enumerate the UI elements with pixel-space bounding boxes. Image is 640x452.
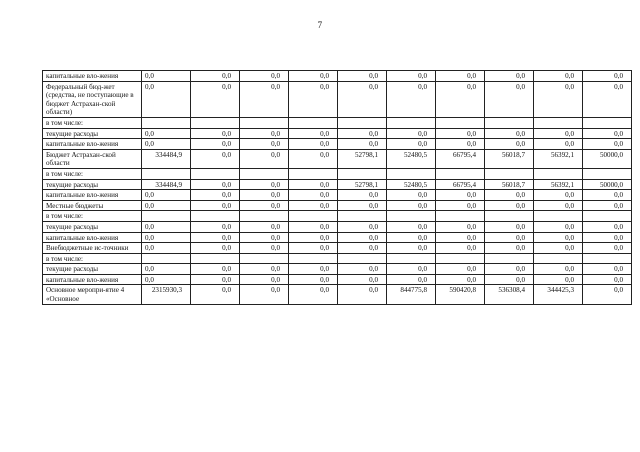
cell-value: 0,0 — [534, 200, 583, 211]
row-label: капитальные вло-жения — [43, 274, 142, 285]
cell-value — [387, 117, 436, 128]
cell-value — [534, 168, 583, 179]
cell-value: 50000,0 — [583, 179, 632, 190]
cell-value: 52480,5 — [387, 149, 436, 168]
cell-value — [338, 117, 387, 128]
cell-value: 0,0 — [338, 285, 387, 304]
cell-value: 0,0 — [142, 243, 191, 254]
cell-value — [191, 211, 240, 222]
cell-value — [338, 211, 387, 222]
cell-value — [142, 117, 191, 128]
cell-value: 0,0 — [485, 190, 534, 201]
cell-value — [289, 211, 338, 222]
cell-value: 0,0 — [338, 190, 387, 201]
table-row — [43, 211, 632, 222]
cell-value — [436, 211, 485, 222]
cell-value: 0,0 — [534, 128, 583, 139]
cell-value: 0,0 — [289, 139, 338, 150]
cell-value: 0,0 — [485, 221, 534, 232]
cell-value: 0,0 — [436, 243, 485, 254]
row-label: текущие расходы — [43, 128, 142, 139]
cell-value — [436, 168, 485, 179]
table-row — [43, 71, 632, 82]
cell-value — [485, 117, 534, 128]
row-label: Местные бюджеты — [43, 200, 142, 211]
cell-value: 0,0 — [387, 200, 436, 211]
cell-value: 0,0 — [240, 221, 289, 232]
cell-value: 0,0 — [338, 81, 387, 117]
page-number: 7 — [317, 20, 323, 30]
cell-value: 52798,1 — [338, 149, 387, 168]
cell-value — [338, 253, 387, 264]
cell-value: 0,0 — [485, 232, 534, 243]
cell-value: 0,0 — [191, 285, 240, 304]
table-row — [43, 81, 632, 117]
cell-value: 0,0 — [534, 264, 583, 275]
cell-value: 56392,1 — [534, 179, 583, 190]
table-row — [43, 179, 632, 190]
cell-value: 56392,1 — [534, 149, 583, 168]
cell-value: 0,0 — [338, 139, 387, 150]
cell-value — [142, 168, 191, 179]
cell-value: 0,0 — [240, 190, 289, 201]
cell-value — [387, 253, 436, 264]
cell-value: 0,0 — [289, 243, 338, 254]
cell-value: 536308,4 — [485, 285, 534, 304]
cell-value: 0,0 — [289, 128, 338, 139]
cell-value: 0,0 — [485, 81, 534, 117]
cell-value: 56018,7 — [485, 179, 534, 190]
cell-value: 66795,4 — [436, 149, 485, 168]
row-label: Внебюджетные ис-точники — [43, 243, 142, 254]
cell-value: 844775,8 — [387, 285, 436, 304]
cell-value: 0,0 — [583, 81, 632, 117]
cell-value — [240, 168, 289, 179]
cell-value: 0,0 — [338, 200, 387, 211]
cell-value: 344425,3 — [534, 285, 583, 304]
cell-value: 0,0 — [191, 232, 240, 243]
cell-value: 0,0 — [191, 243, 240, 254]
cell-value: 0,0 — [534, 71, 583, 82]
cell-value — [338, 168, 387, 179]
cell-value: 0,0 — [436, 71, 485, 82]
cell-value: 0,0 — [289, 179, 338, 190]
table-row — [43, 264, 632, 275]
row-label: текущие расходы — [43, 264, 142, 275]
cell-value: 0,0 — [338, 232, 387, 243]
cell-value — [583, 117, 632, 128]
cell-value: 2315930,3 — [142, 285, 191, 304]
cell-value: 0,0 — [289, 200, 338, 211]
table-row — [43, 221, 632, 232]
cell-value — [142, 211, 191, 222]
cell-value: 0,0 — [485, 128, 534, 139]
cell-value: 56018,7 — [485, 149, 534, 168]
cell-value: 52798,1 — [338, 179, 387, 190]
cell-value: 0,0 — [142, 139, 191, 150]
cell-value: 0,0 — [583, 128, 632, 139]
cell-value: 0,0 — [191, 81, 240, 117]
cell-value: 50000,0 — [583, 149, 632, 168]
cell-value: 0,0 — [338, 71, 387, 82]
cell-value: 0,0 — [142, 264, 191, 275]
table-row — [43, 274, 632, 285]
cell-value — [485, 253, 534, 264]
cell-value — [240, 211, 289, 222]
row-label: капитальные вло-жения — [43, 190, 142, 201]
cell-value: 0,0 — [387, 232, 436, 243]
cell-value: 0,0 — [289, 81, 338, 117]
cell-value: 0,0 — [387, 128, 436, 139]
cell-value — [583, 211, 632, 222]
cell-value: 0,0 — [583, 71, 632, 82]
cell-value: 0,0 — [485, 200, 534, 211]
cell-value — [289, 253, 338, 264]
table-row — [43, 168, 632, 179]
cell-value: 0,0 — [191, 149, 240, 168]
cell-value: 0,0 — [485, 71, 534, 82]
cell-value: 0,0 — [436, 139, 485, 150]
row-label: в том числе: — [43, 211, 142, 222]
cell-value: 0,0 — [485, 139, 534, 150]
row-label: Федеральный бюд-жет (средства, не поступающие в бюджет Астрахан-ской области) — [43, 81, 142, 117]
cell-value: 0,0 — [583, 232, 632, 243]
cell-value: 0,0 — [436, 190, 485, 201]
cell-value — [436, 253, 485, 264]
cell-value: 0,0 — [338, 274, 387, 285]
table-row — [43, 149, 632, 168]
cell-value: 334484,9 — [142, 149, 191, 168]
cell-value: 0,0 — [387, 264, 436, 275]
cell-value — [191, 168, 240, 179]
cell-value: 0,0 — [142, 232, 191, 243]
cell-value: 0,0 — [485, 264, 534, 275]
table-row — [43, 190, 632, 201]
cell-value: 0,0 — [338, 243, 387, 254]
cell-value: 0,0 — [534, 81, 583, 117]
cell-value: 590420,8 — [436, 285, 485, 304]
cell-value: 0,0 — [142, 190, 191, 201]
cell-value: 0,0 — [436, 232, 485, 243]
cell-value: 0,0 — [191, 179, 240, 190]
cell-value: 0,0 — [338, 128, 387, 139]
table-row — [43, 139, 632, 150]
cell-value: 0,0 — [387, 190, 436, 201]
cell-value: 0,0 — [534, 243, 583, 254]
table-row — [43, 200, 632, 211]
cell-value: 0,0 — [191, 128, 240, 139]
cell-value: 0,0 — [583, 274, 632, 285]
cell-value: 0,0 — [240, 179, 289, 190]
cell-value: 0,0 — [240, 285, 289, 304]
row-label: капитальные вло-жения — [43, 71, 142, 82]
table-row — [43, 243, 632, 254]
cell-value — [387, 168, 436, 179]
cell-value: 0,0 — [142, 128, 191, 139]
cell-value: 0,0 — [534, 190, 583, 201]
cell-value: 0,0 — [387, 221, 436, 232]
cell-value: 0,0 — [240, 139, 289, 150]
cell-value: 0,0 — [240, 232, 289, 243]
cell-value: 0,0 — [289, 149, 338, 168]
cell-value: 0,0 — [338, 221, 387, 232]
cell-value: 0,0 — [583, 264, 632, 275]
cell-value: 0,0 — [191, 221, 240, 232]
cell-value — [485, 211, 534, 222]
cell-value: 0,0 — [289, 264, 338, 275]
table-row — [43, 117, 632, 128]
cell-value: 0,0 — [436, 128, 485, 139]
row-label: в том числе: — [43, 117, 142, 128]
table-row — [43, 232, 632, 243]
cell-value — [142, 253, 191, 264]
cell-value: 0,0 — [583, 285, 632, 304]
cell-value: 0,0 — [289, 274, 338, 285]
cell-value: 0,0 — [387, 139, 436, 150]
cell-value: 0,0 — [583, 190, 632, 201]
row-label: капитальные вло-жения — [43, 232, 142, 243]
cell-value: 0,0 — [534, 232, 583, 243]
cell-value: 0,0 — [583, 221, 632, 232]
cell-value — [289, 117, 338, 128]
cell-value: 0,0 — [240, 71, 289, 82]
cell-value: 0,0 — [436, 264, 485, 275]
cell-value: 0,0 — [338, 264, 387, 275]
cell-value: 0,0 — [240, 274, 289, 285]
cell-value — [191, 253, 240, 264]
cell-value: 0,0 — [191, 264, 240, 275]
row-label: Основное меропри-ятие 4 «Основное — [43, 285, 142, 304]
cell-value — [485, 168, 534, 179]
cell-value: 0,0 — [240, 200, 289, 211]
cell-value: 0,0 — [583, 200, 632, 211]
cell-value: 0,0 — [142, 274, 191, 285]
budget-table — [42, 70, 632, 305]
table-row — [43, 285, 632, 304]
cell-value — [191, 117, 240, 128]
cell-value: 0,0 — [142, 200, 191, 211]
cell-value — [583, 253, 632, 264]
cell-value: 0,0 — [191, 190, 240, 201]
row-label: в том числе: — [43, 253, 142, 264]
cell-value: 0,0 — [534, 221, 583, 232]
cell-value: 0,0 — [191, 274, 240, 285]
cell-value: 0,0 — [387, 243, 436, 254]
cell-value: 0,0 — [191, 71, 240, 82]
cell-value: 334484,9 — [142, 179, 191, 190]
cell-value: 0,0 — [387, 71, 436, 82]
cell-value: 0,0 — [240, 149, 289, 168]
cell-value: 0,0 — [485, 243, 534, 254]
cell-value: 0,0 — [485, 274, 534, 285]
cell-value: 0,0 — [289, 190, 338, 201]
cell-value: 66795,4 — [436, 179, 485, 190]
cell-value: 0,0 — [436, 274, 485, 285]
cell-value: 0,0 — [436, 200, 485, 211]
cell-value: 0,0 — [289, 221, 338, 232]
cell-value: 0,0 — [142, 71, 191, 82]
cell-value: 0,0 — [142, 81, 191, 117]
cell-value: 0,0 — [583, 139, 632, 150]
cell-value: 0,0 — [387, 81, 436, 117]
cell-value — [583, 168, 632, 179]
cell-value: 0,0 — [142, 221, 191, 232]
cell-value: 0,0 — [534, 274, 583, 285]
cell-value: 0,0 — [191, 200, 240, 211]
cell-value: 0,0 — [387, 274, 436, 285]
cell-value: 0,0 — [240, 243, 289, 254]
cell-value — [436, 117, 485, 128]
cell-value — [240, 117, 289, 128]
table-row — [43, 128, 632, 139]
cell-value: 0,0 — [534, 139, 583, 150]
row-label: текущие расходы — [43, 179, 142, 190]
row-label: капитальные вло-жения — [43, 139, 142, 150]
row-label: в том числе: — [43, 168, 142, 179]
cell-value — [534, 211, 583, 222]
cell-value: 0,0 — [289, 71, 338, 82]
table-row — [43, 253, 632, 264]
cell-value: 0,0 — [240, 81, 289, 117]
cell-value: 52480,5 — [387, 179, 436, 190]
cell-value: 0,0 — [289, 285, 338, 304]
table-body — [43, 71, 632, 305]
cell-value: 0,0 — [191, 139, 240, 150]
row-label: текущие расходы — [43, 221, 142, 232]
cell-value: 0,0 — [436, 221, 485, 232]
cell-value: 0,0 — [240, 128, 289, 139]
cell-value — [289, 168, 338, 179]
cell-value: 0,0 — [240, 264, 289, 275]
cell-value: 0,0 — [289, 232, 338, 243]
row-label: Бюджет Астрахан-ской области — [43, 149, 142, 168]
cell-value — [534, 253, 583, 264]
cell-value: 0,0 — [583, 243, 632, 254]
cell-value: 0,0 — [436, 81, 485, 117]
cell-value — [534, 117, 583, 128]
cell-value — [387, 211, 436, 222]
cell-value — [240, 253, 289, 264]
